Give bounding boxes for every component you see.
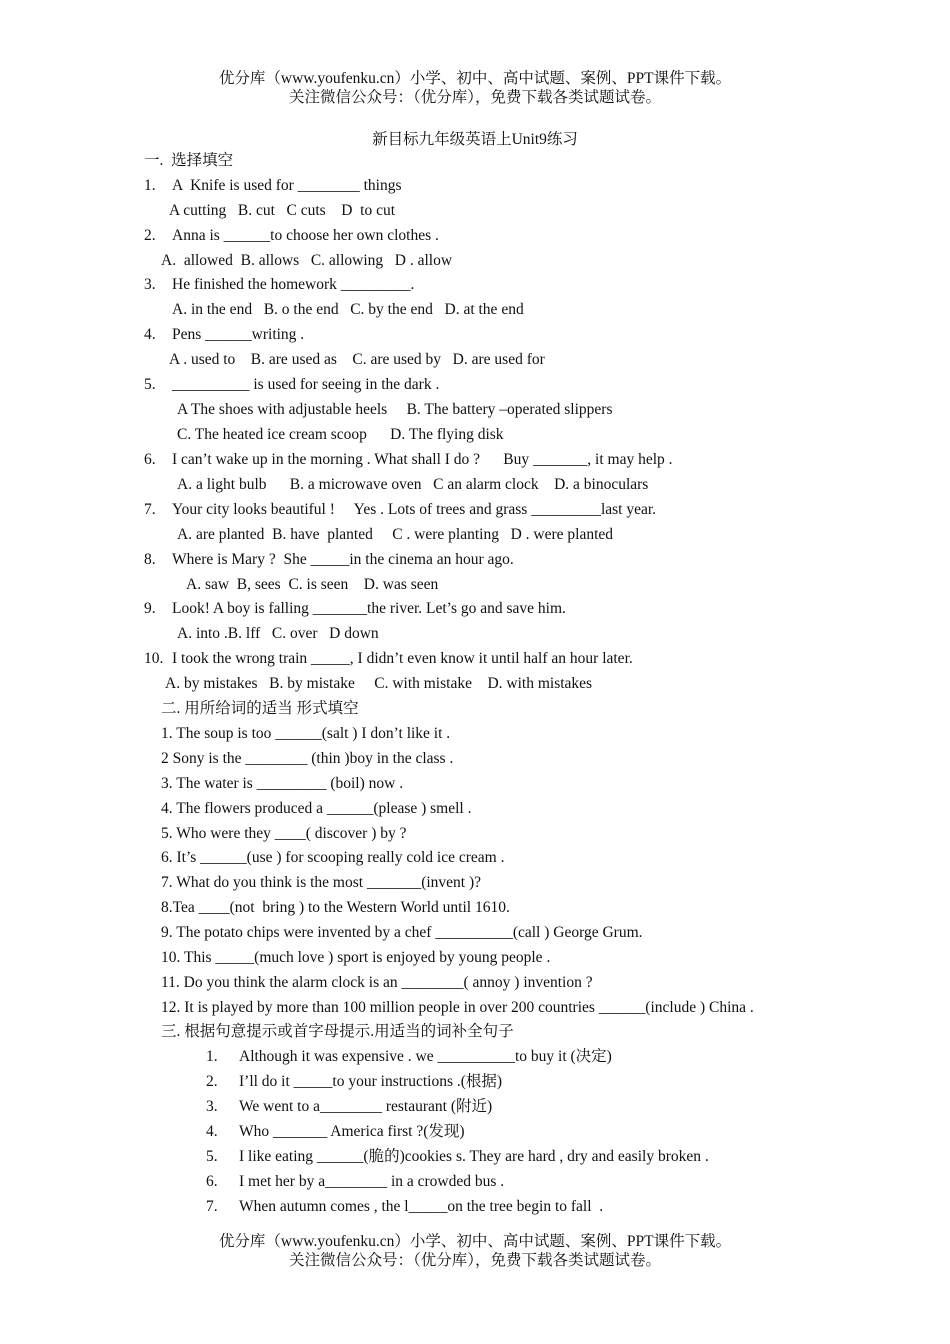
fill-item-3: 3. The water is _________ (boil) now . <box>161 775 404 792</box>
q4-stem: Pens ______writing . <box>172 326 305 343</box>
complete-item-5: I like eating ______(脆的)cookies s. They are hard , dry and easily broken . <box>239 1148 709 1165</box>
complete-item-5-number: 5. <box>206 1148 218 1165</box>
fill-item-4: 4. The flowers produced a ______(please ) smell . <box>161 800 472 817</box>
complete-item-7: When autumn comes , the l_____on the tree begin to fall . <box>239 1198 604 1215</box>
complete-item-3-number: 3. <box>206 1098 218 1115</box>
q10-options: A. by mistakes B. by mistake C. with mistake D. with mistakes <box>165 675 593 692</box>
q1-stem: A Knife is used for ________ things <box>172 177 402 194</box>
q8-options: A. saw B, sees C. is seen D. was seen <box>186 576 439 593</box>
q4-number: 4. <box>144 326 156 343</box>
complete-item-7-number: 7. <box>206 1198 218 1215</box>
q2-stem: Anna is ______to choose her own clothes . <box>172 227 439 244</box>
complete-item-4-number: 4. <box>206 1123 218 1140</box>
complete-item-1-number: 1. <box>206 1048 218 1065</box>
q6-options: A. a light bulb B. a microwave oven C an alarm clock D. a binoculars <box>177 476 649 493</box>
q10-stem: I took the wrong train _____, I didn’t even know it until half an hour later. <box>172 650 633 667</box>
complete-item-4: Who _______ America first ?(发现) <box>239 1123 465 1140</box>
header-line-1: 优分库（www.youfenku.cn）小学、初中、高中试题、案例、PPT课件下载。 <box>218 70 732 87</box>
q8-stem: Where is Mary ? She _____in the cinema an hour ago. <box>172 551 514 568</box>
complete-item-2-number: 2. <box>206 1073 218 1090</box>
q6-stem: I can’t wake up in the morning . What shall I do ? Buy _______, it may help . <box>172 451 673 468</box>
q3-options: A. in the end B. o the end C. by the end D. at the end <box>172 301 524 318</box>
q3-number: 3. <box>144 276 156 293</box>
q2-options: A. allowed B. allows C. allowing D . allow <box>161 252 453 269</box>
footer-line-2: 关注微信公众号：（优分库），免费下载各类试题试卷。 <box>288 1252 661 1269</box>
complete-item-6-number: 6. <box>206 1173 218 1190</box>
q1-number: 1. <box>144 177 156 194</box>
complete-item-2: I’ll do it _____to your instructions .(根据) <box>239 1073 503 1090</box>
q3-stem: He finished the homework _________. <box>172 276 415 293</box>
fill-item-1: 1. The soup is too ______(salt ) I don’t like it . <box>161 725 451 742</box>
fill-item-2: 2 Sony is the ________ (thin )boy in the class . <box>161 750 454 767</box>
section1-heading: 一. 选择填空 <box>144 152 234 169</box>
page-title: 新目标九年级英语上Unit9练习 <box>372 131 578 148</box>
q5-options-2: C. The heated ice cream scoop D. The flying disk <box>177 426 504 443</box>
complete-item-3: We went to a________ restaurant (附近) <box>239 1098 493 1115</box>
q4-options: A . used to B. are used as C. are used by D. are used for <box>169 351 545 368</box>
footer-line-1: 优分库（www.youfenku.cn）小学、初中、高中试题、案例、PPT课件下载。 <box>218 1233 732 1250</box>
q7-stem: Your city looks beautiful ! Yes . Lots of trees and grass _________last year. <box>172 501 657 518</box>
complete-item-1: Although it was expensive . we __________to buy it (决定) <box>239 1048 612 1065</box>
q7-options: A. are planted B. have planted C . were planting D . were planted <box>177 526 614 543</box>
fill-item-12: 12. It is played by more than 100 million people in over 200 countries ______(include ) China . <box>161 999 754 1016</box>
q2-number: 2. <box>144 227 156 244</box>
complete-item-6: I met her by a________ in a crowded bus . <box>239 1173 505 1190</box>
q9-number: 9. <box>144 600 156 617</box>
fill-item-6: 6. It’s ______(use ) for scooping really cold ice cream . <box>161 849 505 866</box>
q6-number: 6. <box>144 451 156 468</box>
fill-item-11: 11. Do you think the alarm clock is an ________( annoy ) invention ? <box>161 974 593 991</box>
header-line-2: 关注微信公众号：（优分库），免费下载各类试题试卷。 <box>288 89 661 106</box>
q9-stem: Look! A boy is falling _______the river. Let’s go and save him. <box>172 600 566 617</box>
fill-item-8: 8.Tea ____(not bring ) to the Western World until 1610. <box>161 899 510 916</box>
q5-number: 5. <box>144 376 156 393</box>
q10-number: 10. <box>144 650 164 667</box>
q5-options-1: A The shoes with adjustable heels B. The battery –operated slippers <box>177 401 613 418</box>
q1-options: A cutting B. cut C cuts D to cut <box>169 202 396 219</box>
fill-item-10: 10. This _____(much love ) sport is enjoyed by young people . <box>161 949 551 966</box>
section3-heading: 三. 根据句意提示或首字母提示.用适当的词补全句子 <box>161 1023 514 1040</box>
fill-item-9: 9. The potato chips were invented by a chef __________(call ) George Grum. <box>161 924 643 941</box>
fill-item-5: 5. Who were they ____( discover ) by ? <box>161 825 407 842</box>
q5-stem: __________ is used for seeing in the dark . <box>172 376 440 393</box>
q8-number: 8. <box>144 551 156 568</box>
q7-number: 7. <box>144 501 156 518</box>
section2-heading: 二. 用所给词的适当 形式填空 <box>161 700 359 717</box>
q9-options: A. into .B. lff C. over D down <box>177 625 379 642</box>
fill-item-7: 7. What do you think is the most _______(invent )? <box>161 874 482 891</box>
